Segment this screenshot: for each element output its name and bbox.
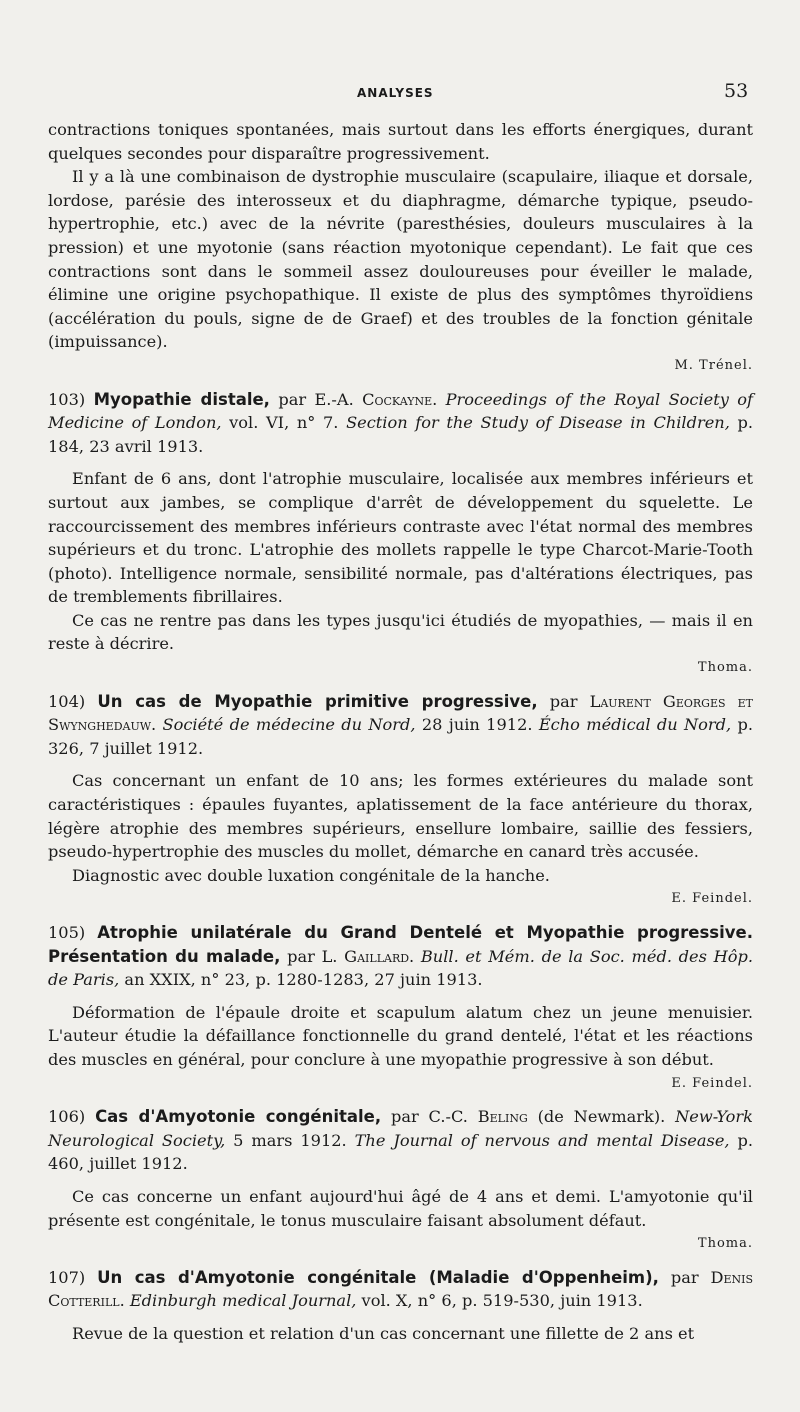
entry-citation (48, 921, 753, 992)
entry-ref-text: p. 184, 23 avril 1913. (48, 413, 753, 456)
signature: E. Feindel. (671, 891, 753, 907)
entry-ref-source: The Journal of nervous and mental Disease, (354, 1130, 730, 1150)
abstract-entry (48, 1105, 753, 1256)
entry-citation (48, 1105, 753, 1176)
entry-ref-text: p. 326, 7 juillet 1912. (48, 715, 754, 758)
entry-paragraph: Déformation de l'épaule droite et scapulum alatum chez un jeune menuisier. L'auteur étudie la défaillance fonctionnelle du grand dentelé, l'état et les réactions des muscles en général, pour conclure à une myopathie progressive à son début. (48, 1002, 753, 1069)
entry-ref-text: vol. X, n° 6, p. 519-530, juin 1913. (356, 1291, 643, 1311)
signature: M. Trénel. (674, 357, 753, 373)
text-body (48, 118, 753, 1346)
entry-authors: L. Gaillard (321, 946, 410, 966)
entry-authors: E.-A. Cockayne (314, 389, 433, 409)
continuation-paragraph: contractions toniques spontanées, mais surtout dans les efforts énergiques, durant quelques secondes pour disparaître progressivement. (48, 120, 753, 163)
entry-ref-source: Proceedings of the Royal Society of Medicine of London, (48, 389, 753, 433)
entry-paragraph: Diagnostic avec double luxation congénitale de la hanche. (72, 865, 550, 885)
entry-authors: Laurent Georges et Swynghedauw (48, 691, 754, 735)
page-number: 53 (724, 80, 749, 102)
entry-ref-text: an XXIX, n° 23, p. 1280-1283, 27 juin 1913. (119, 970, 483, 990)
spacer (48, 1176, 753, 1185)
spacer (48, 760, 753, 769)
abstract-entry (48, 388, 753, 680)
entry-ref-source: Edinburgh medical Journal, (129, 1291, 357, 1311)
signature: Thoma. (697, 660, 753, 676)
entry-number: 107) (48, 1267, 86, 1287)
entry-number: 103) (48, 389, 86, 409)
entry-title: Myopathie distale, (93, 389, 270, 409)
entry-ref-text: . (409, 946, 421, 966)
entry-paragraph: Ce cas ne rentre pas dans les types jusqu'ici étudiés de myopathies, — mais il en reste à décrire. (48, 610, 753, 654)
signature: Thoma. (697, 1236, 753, 1252)
entry-paragraph: Revue de la question et relation d'un cas concernant une fillette de 2 ans et (72, 1323, 695, 1343)
abstract-entry (48, 690, 753, 911)
entry-by: par (381, 1107, 429, 1127)
entry-title: Un cas d'Amyotonie congénitale (Maladie d'Oppenheim), (97, 1267, 659, 1287)
running-title: ANALYSES (357, 86, 434, 100)
entry-citation (48, 1266, 753, 1313)
entry-number: 106) (48, 1107, 86, 1127)
abstract-entry (48, 1266, 753, 1346)
entry-ref-source: Bull. et Mém. de la Soc. méd. des Hôp. de Paris, (48, 946, 753, 990)
entry-ref-text: p. 460, juillet 1912. (48, 1130, 753, 1174)
entry-ref-text: (de Newmark). (527, 1107, 676, 1127)
entry-authors: C.-C. Beling (428, 1107, 528, 1127)
entry-number: 105) (48, 923, 86, 942)
entry-ref-text: . (432, 389, 446, 409)
entry-by: par (537, 691, 590, 711)
entry-authors: Denis Cotterill (48, 1267, 753, 1311)
continuation-paragraph: Il y a là une combinaison de dystrophie musculaire (scapulaire, iliaque et dorsale, lordose, parésie des interosseux et du diaphragme, démarche typique, pseudo-hypertrophie, etc.) avec de la névrite (paresthésies, douleurs musculaires à la pression) et une myotonie (sans réaction myotonique cependant). Le fait que ces contractions sont dans le sommeil assez douloureuses pour éveiller le malade, élimine une origine psychopathique. Il existe de plus des symptômes thyroïdiens (accélération du pouls, signe de de Graef) et des troubles de la fonction génitale (impuissance). (48, 167, 753, 352)
entry-paragraph: Cas concernant un enfant de 10 ans; les formes extérieures du malade sont caractéristiques : épaules fuyantes, aplatissement de la face antérieure du thorax, légère atrophie des membres supérieurs, ensellure lombaire, saillie des fessiers, pseudo-hypertrophie des muscles du mollet, démarche en canard très accusée. (48, 771, 753, 862)
entry-paragraph: Ce cas concerne un enfant aujourd'hui âgé de 4 ans et demi. L'amyotonie qu'il présente est congénitale, le tonus musculaire faisant absolument défaut. (48, 1186, 753, 1230)
signature: E. Feindel. (671, 1075, 753, 1091)
entry-ref-text: . (151, 715, 163, 735)
entry-ref-text: 28 juin 1912. (415, 715, 539, 735)
entry-ref-text: . (119, 1291, 130, 1311)
entry-title: Un cas de Myopathie primitive progressive, (97, 691, 538, 711)
entry-ref-text: vol. VI, n° 7. (221, 413, 347, 433)
spacer (48, 1313, 753, 1322)
entry-number: 104) (48, 691, 86, 711)
entry-ref-source: Section for the Study of Disease in Children, (346, 413, 730, 433)
entry-by: par (269, 389, 315, 409)
entry-ref-source: Écho médical du Nord, (538, 715, 732, 735)
entry-ref-source: New-York Neurological Society, (48, 1107, 753, 1150)
entry-citation (48, 388, 753, 459)
entry-citation (48, 690, 753, 761)
spacer (48, 458, 753, 467)
abstract-entry (48, 921, 753, 1095)
entry-paragraph: Enfant de 6 ans, dont l'atrophie musculaire, localisée aux membres inférieurs et surtout aux jambes, se complique d'arrêt de développement du squelette. Le raccourcissement des membres inférieurs contraste avec l'état normal des membres supérieurs et du tronc. L'atrophie des mollets rappelle le type Charcot-Marie-Tooth (photo). Intelligence normale, sensibilité normale, pas d'altérations électriques, pas de tremblements fibrillaires. (48, 469, 753, 607)
entry-title: Cas d'Amyotonie congénitale, (95, 1107, 382, 1127)
entry-by: par (658, 1267, 711, 1287)
spacer (48, 992, 753, 1001)
entries-list (48, 388, 753, 1346)
entry-ref-source: Société de médecine du Nord, (162, 715, 416, 735)
entry-ref-text: 5 mars 1912. (225, 1130, 355, 1150)
entry-title: Atrophie unilatérale du Grand Dentelé et Myopathie progressive. Présentation du malade, (48, 923, 753, 966)
entry-by: par (280, 946, 322, 966)
